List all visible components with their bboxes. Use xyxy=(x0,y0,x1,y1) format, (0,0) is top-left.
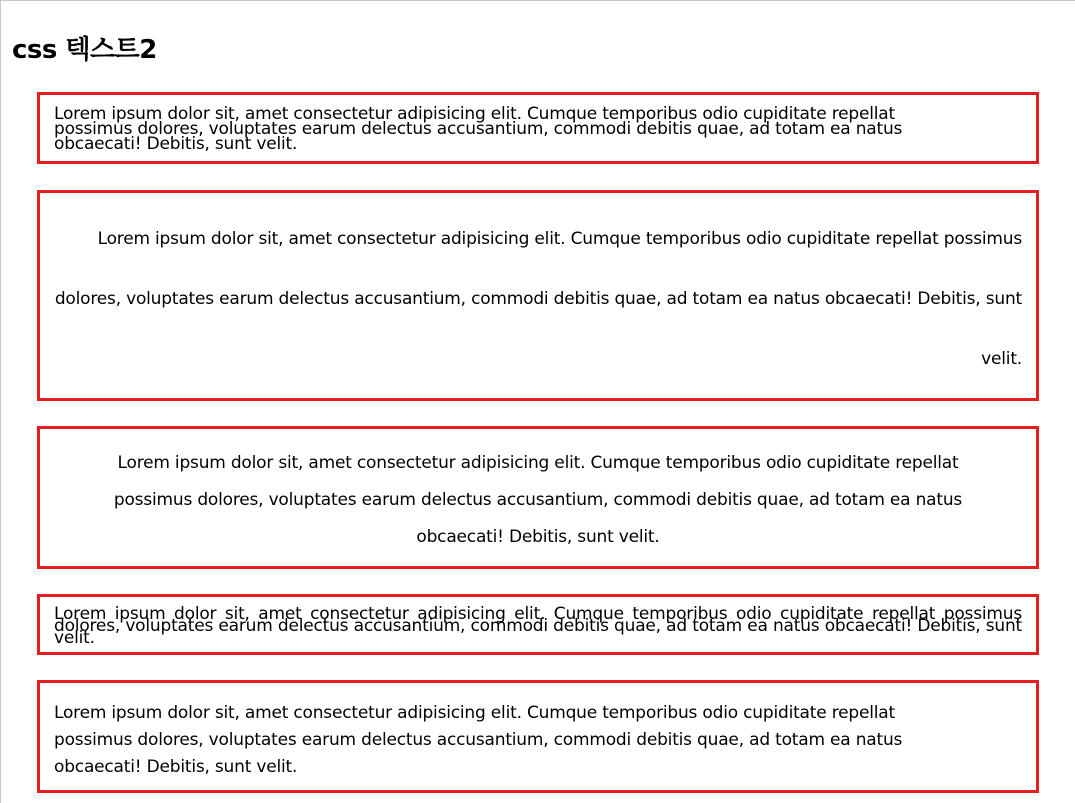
box-paragraph: Lorem ipsum dolor sit, amet consectetur adipisicing elit. Cumque temporibus odio cupiditate repellat possimus dolores, voluptates earum delectus accusantium, commodi debitis quae, ad totam ea natus obcaecati! Debitis, sunt velit. xyxy=(54,604,1022,648)
box-paragraph: Lorem ipsum dolor sit, amet consectetur adipisicing elit. Cumque temporibus odio cupiditate repellat possimus dolores, voluptates earum delectus accusantium, commodi debitis quae, ad totam ea natus obcaecati! Debitis, sunt velit. xyxy=(54,229,1022,369)
box-paragraph: Lorem ipsum dolor sit, amet consectetur adipisicing elit. Cumque temporibus odio cupiditate repellat possimus dolores, voluptates earum delectus accusantium, commodi debitis quae, ad totam ea natus obcaecati! Debitis, sunt velit. xyxy=(113,453,963,547)
box-paragraph: Lorem ipsum dolor sit, amet consectetur adipisicing elit. Cumque temporibus odio cupiditate repellat possimus dolores, voluptates earum delectus accusantium, commodi debitis quae, ad totam ea natus obcaecati! Debitis, sunt velit. xyxy=(54,104,903,154)
text-box-line-height-tight xyxy=(37,92,1039,164)
page-title: css 텍스트2 xyxy=(12,35,157,65)
text-box-align-right xyxy=(37,190,1039,401)
text-box-align-center xyxy=(37,426,1039,569)
text-box-align-justify xyxy=(37,594,1039,655)
text-box-default xyxy=(37,680,1039,793)
box-paragraph: Lorem ipsum dolor sit, amet consectetur adipisicing elit. Cumque temporibus odio cupiditate repellat possimus dolores, voluptates earum delectus accusantium, commodi debitis quae, ad totam ea natus obcaecati! Debitis, sunt velit. xyxy=(54,703,903,777)
